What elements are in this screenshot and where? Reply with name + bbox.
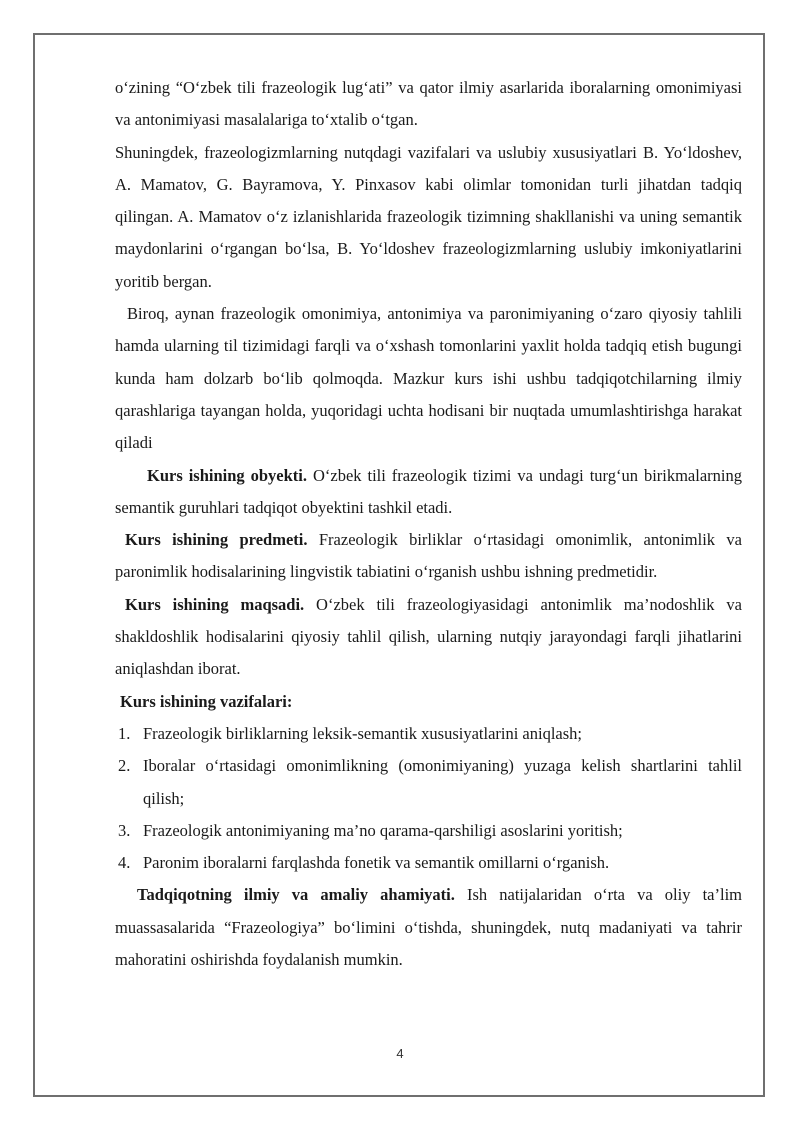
list-item-number: 3. bbox=[118, 820, 131, 840]
list-item-number: 1. bbox=[118, 723, 131, 743]
object-text: O‘zbek tili frazeologik tizimi va undagi turg‘un birikmalarning semantik guruhlari tadqiqot obyektini tashkil etadi. bbox=[115, 465, 742, 517]
list-item-text: Frazeologik birliklarning leksik-semantik xususiyatlarini aniqlash; bbox=[143, 723, 582, 743]
paragraph-researchers: Shuningdek, frazeologizmlarning nutqdagi vazifalari va uslubiy xususiyatlari B. Yo‘ldoshev, A. Mamatov, G. Bayramova, Y. Pinxasov kabi olimlar tomonidan turli jihatdan tadqiq qilingan. A. Mamatov o‘z izlanishlarida frazeologik tizimning shakllanishi va uning semantik maydonlarini o‘rgangan bo‘lsa, B. Yo‘ldoshev frazeologizmlarning uslubiy imkoniyatlarini yoritib bergan. bbox=[115, 142, 742, 291]
list-item bbox=[115, 718, 742, 750]
paragraph-object bbox=[115, 460, 742, 525]
paragraph-goal bbox=[115, 589, 742, 686]
goal-text: O‘zbek tili frazeologiyasidagi antonimlik ma’nodoshlik va shakldoshlik hodisalarini qiyosiy tahlil qilish, ularning nutqiy jarayondagi farqli jihatlarini aniqlashdan iborat. bbox=[115, 594, 742, 679]
list-item-number: 4. bbox=[118, 853, 131, 873]
list-item-text: Paronim iboralarni farqlashda fonetik va semantik omillarni o‘rganish. bbox=[143, 853, 610, 873]
list-item-number: 2. bbox=[118, 756, 131, 776]
list-item bbox=[115, 750, 742, 815]
paragraph-significance bbox=[115, 879, 742, 976]
list-item bbox=[115, 815, 742, 847]
significance-label: Tadqiqotning ilmiy va amaliy ahamiyati. bbox=[137, 885, 455, 905]
subject-label: Kurs ishining predmeti. bbox=[125, 530, 308, 550]
tasks-heading: Kurs ishining vazifalari: bbox=[120, 691, 293, 711]
goal-label: Kurs ishining maqsadi. bbox=[125, 594, 305, 614]
subject-text: Frazeologik birliklar o‘rtasidagi omonimlik, antonimlik va paronimlik hodisalarining lingvistik tabiatini o‘rganish ushbu ishning predmetidir. bbox=[115, 530, 742, 582]
list-item-text: Iboralar o‘rtasidagi omonimlikning (omonimiyaning) yuzaga kelish shartlarini tahlil qilish; bbox=[143, 756, 742, 808]
list-item bbox=[115, 847, 742, 879]
tasks-list bbox=[115, 718, 742, 879]
paragraph-intro: o‘zining “O‘zbek tili frazeologik lug‘ati” va qator ilmiy asarlarida iboralarning omonimiyasi va antonimiyasi masalalariga to‘xtalib o‘tgan. bbox=[115, 78, 742, 130]
paragraph-relevance: Biroq, aynan frazeologik omonimiya, antonimiya va paronimiyaning o‘zaro qiyosiy tahlili hamda ularning til tizimidagi farqli va o‘xshash tomonlarini yaxlit holda tadqiq etish bugungi kunda ham dolzarb bo‘lib qolmoqda. Mazkur kurs ishi ushbu tadqiqotchilarning ilmiy qarashlariga tayangan holda, yuqoridagi uchta hodisani bir nuqtada umumlashtirishga harakat qiladi bbox=[115, 304, 742, 453]
document-body bbox=[115, 72, 742, 976]
paragraph-subject bbox=[115, 524, 742, 589]
object-label: Kurs ishining obyekti. bbox=[147, 465, 308, 485]
page-number: 4 bbox=[396, 1046, 404, 1061]
list-item-text: Frazeologik antonimiyaning ma’no qarama-qarshiligi asoslarini yoritish; bbox=[143, 820, 623, 840]
significance-text: Ish natijalaridan o‘rta va oliy ta’lim muassasalarida “Frazeologiya” bo‘limini o‘tishda, shuningdek, nutq madaniyati va tahrir mahoratini oshirishda foydalanish mumkin. bbox=[115, 885, 742, 970]
